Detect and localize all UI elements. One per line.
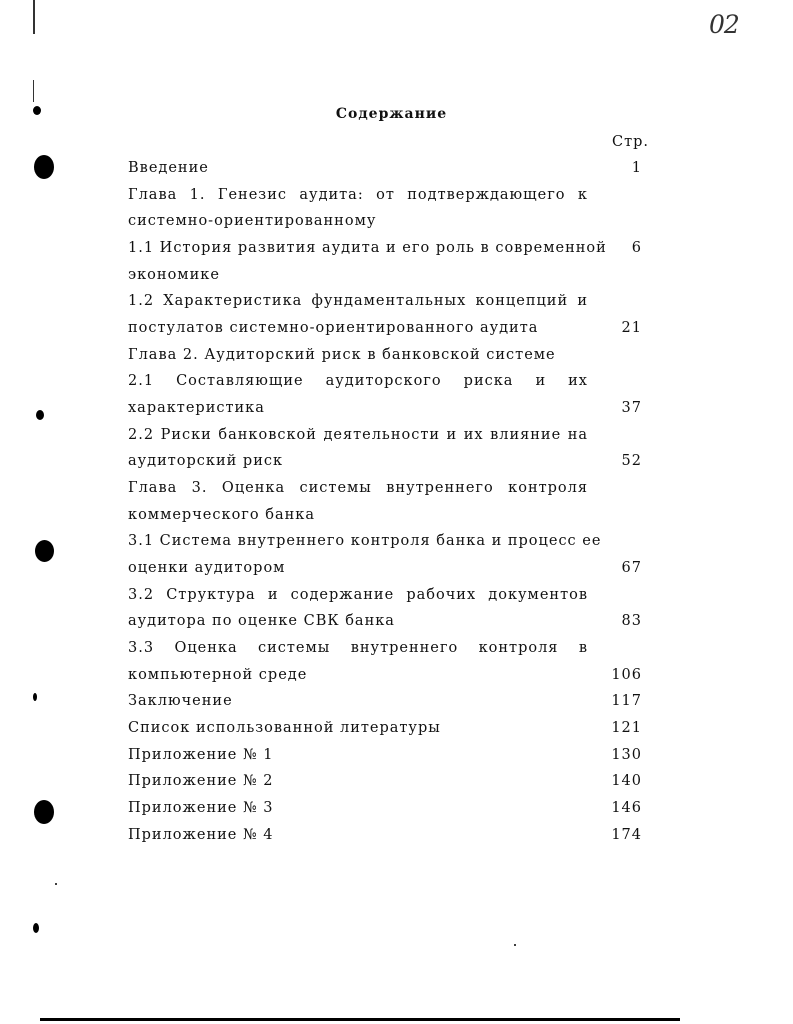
toc-line: постулатов системно-ориентированного аудита [128, 320, 539, 336]
toc-line: 2.2 Риски банковской деятельности и их влияние на [128, 427, 588, 443]
toc-line: Список использованной литературы [128, 720, 441, 736]
scan-edge-line [33, 80, 34, 102]
toc-line: Введение [128, 160, 209, 176]
toc-page-number: 6 [631, 240, 642, 256]
toc-line: Приложение № 1 [128, 747, 274, 763]
toc-line: Глава 2. Аудиторский риск в банковской системе [128, 347, 556, 363]
toc-line: оценки аудитором [128, 560, 286, 576]
toc-page-number: 140 [611, 773, 642, 789]
punch-hole-mark [35, 540, 54, 562]
toc-line: Глава 3. Оценка системы внутреннего контроля [128, 480, 588, 496]
toc-line: 2.1 Составляющие аудиторского риска и их [128, 373, 588, 389]
toc-line: Глава 1. Генезис аудита: от подтверждающего к [128, 187, 588, 203]
toc-line: коммерческого банка [128, 507, 315, 523]
toc-line: экономике [128, 267, 220, 283]
toc-page-number: 67 [621, 560, 642, 576]
page-number: 02 [709, 10, 739, 39]
scan-edge-line [33, 0, 35, 34]
toc-line: 1.2 Характеристика фундаментальных концепций и [128, 293, 588, 309]
bottom-edge-line [40, 1018, 680, 1021]
toc-page-number: 83 [621, 613, 642, 629]
toc-line: аудиторский риск [128, 453, 284, 469]
toc-line: Приложение № 4 [128, 827, 274, 843]
punch-hole-mark [34, 800, 54, 824]
toc-page-number: 117 [611, 693, 642, 709]
toc-line: Заключение [128, 693, 233, 709]
toc-line: системно-ориентированному [128, 213, 377, 229]
toc-page-number: 106 [611, 667, 642, 683]
punch-hole-mark [33, 106, 41, 115]
toc-page-number: 1 [631, 160, 642, 176]
toc-line: Приложение № 3 [128, 800, 274, 816]
toc-page-number: 21 [621, 320, 642, 336]
toc-line: аудитора по оценке СВК банка [128, 613, 395, 629]
punch-hole-mark [36, 410, 44, 420]
toc-page-number: 146 [611, 800, 642, 816]
page-column-header: Стр. [612, 134, 650, 150]
toc-page-number: 174 [611, 827, 642, 843]
toc-line: компьютерной среде [128, 667, 308, 683]
toc-page-number: 37 [621, 400, 642, 416]
toc-line: 3.3 Оценка системы внутреннего контроля в [128, 640, 588, 656]
toc-title: Содержание [335, 106, 448, 122]
toc-line: 3.2 Структура и содержание рабочих документов [128, 587, 588, 603]
toc-line: характеристика [128, 400, 265, 416]
scan-dot [514, 944, 516, 946]
toc-line: 3.1 Система внутреннего контроля банка и процесс ее [128, 533, 602, 549]
scan-dot [55, 883, 57, 885]
toc-line: Приложение № 2 [128, 773, 274, 789]
toc-page-number: 130 [611, 747, 642, 763]
punch-hole-mark [34, 155, 54, 179]
punch-hole-mark [33, 923, 39, 933]
toc-line: 1.1 История развития аудита и его роль в современной [128, 240, 607, 256]
punch-hole-mark [33, 693, 37, 701]
toc-page-number: 52 [621, 453, 642, 469]
toc-page-number: 121 [611, 720, 642, 736]
